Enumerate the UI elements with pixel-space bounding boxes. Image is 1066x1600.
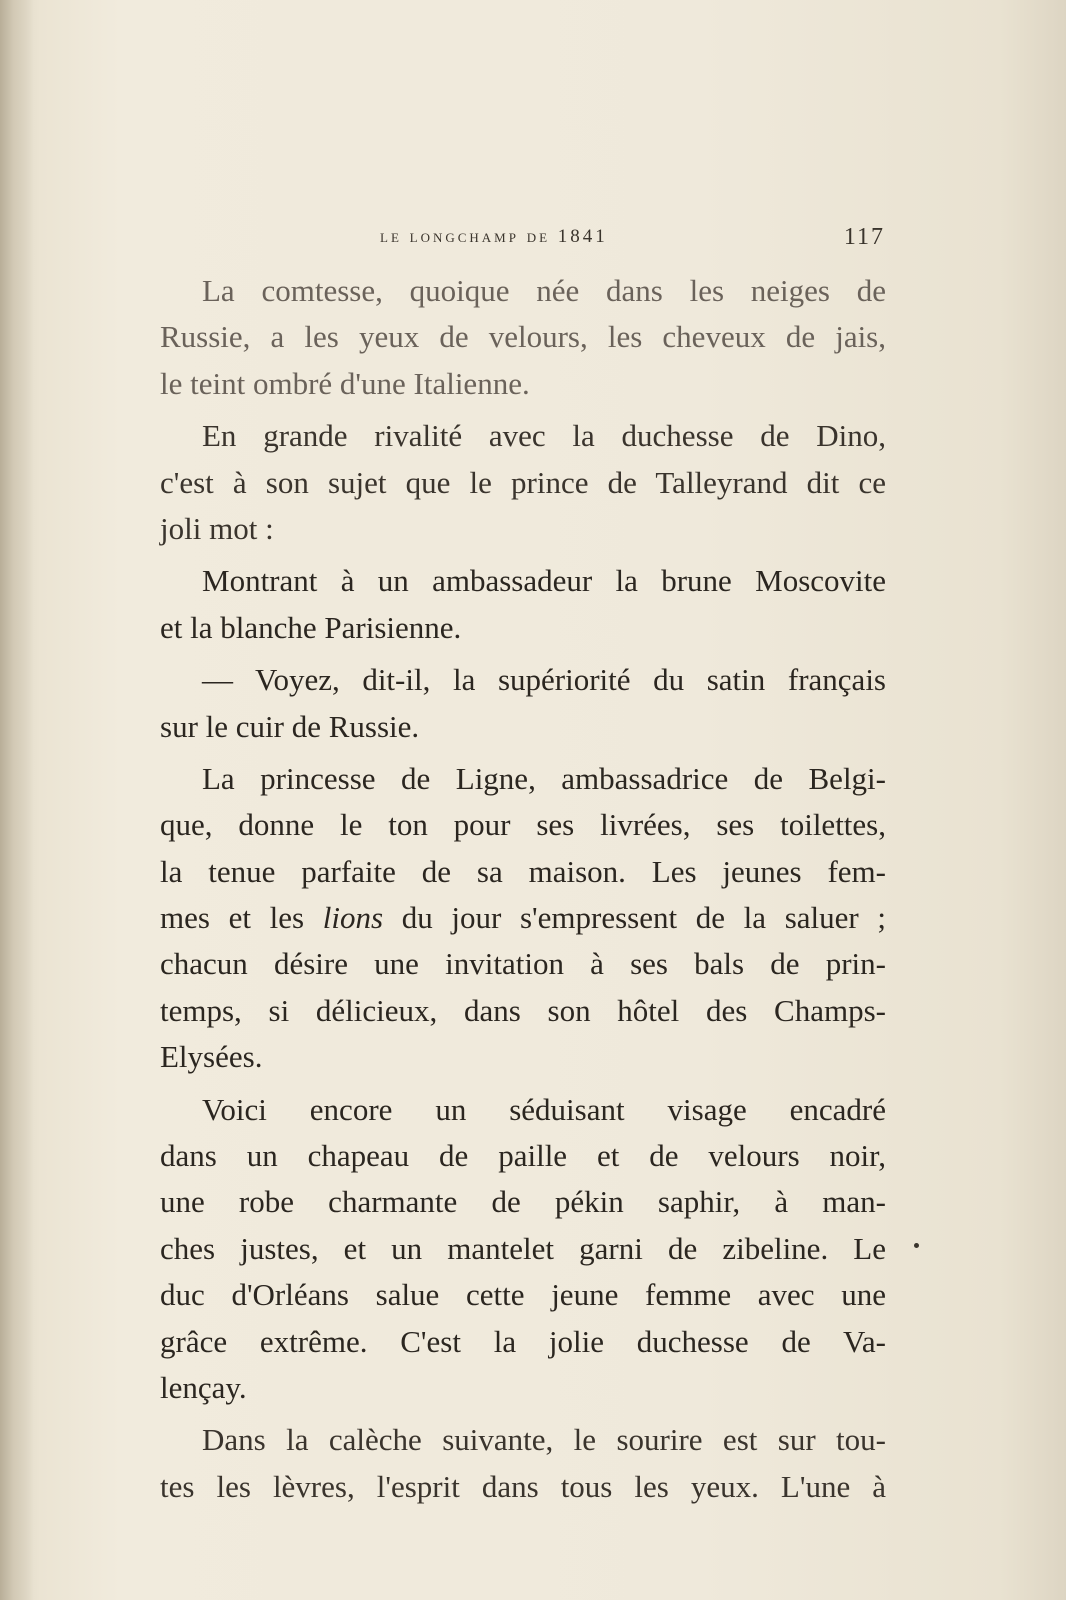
text-fragment: du jour s'empressent de la saluer ; — [383, 900, 886, 936]
text-line: c'est à son sujet que le prince de Talleyrand dit ce — [160, 464, 886, 500]
running-title: le longchamp de 1841 — [380, 226, 608, 247]
text-line: Russie, a les yeux de velours, les cheveux de jais, — [160, 319, 886, 355]
text-line: dans un chapeau de paille et de velours noir, — [160, 1138, 886, 1174]
text-line: Elysées. — [160, 1039, 263, 1075]
text-line: Dans la calèche suivante, le sourire est sur tou- — [202, 1422, 886, 1458]
text-line: temps, si délicieux, dans son hôtel des Champs- — [160, 992, 886, 1028]
text-line: grâce extrême. C'est la jolie duchesse de Va- — [160, 1323, 886, 1359]
text-line: En grande rivalité avec la duchesse de Dino, — [202, 418, 886, 454]
ink-speck — [914, 1243, 919, 1248]
page-header — [380, 226, 885, 256]
text-line: Montrant à un ambassadeur la brune Moscovite — [202, 563, 886, 599]
text-line: La comtesse, quoique née dans les neiges de — [202, 273, 886, 308]
text-line: La princesse de Ligne, ambassadrice de Belgi- — [202, 760, 886, 796]
text-line: lençay. — [160, 1369, 247, 1405]
text-line: que, donne le ton pour ses livrées, ses toilettes, — [160, 807, 886, 843]
text-line: joli mot : — [160, 510, 274, 546]
text-line: sur le cuir de Russie. — [160, 708, 420, 744]
text-line: le teint ombré d'une Italienne. — [160, 365, 530, 401]
text-line: la tenue parfaite de sa maison. Les jeunes fem- — [160, 853, 886, 889]
text-line: une robe charmante de pékin saphir, à man- — [160, 1184, 886, 1220]
text-line: et la blanche Parisienne. — [160, 609, 462, 645]
text-line: chacun désire une invitation à ses bals de prin- — [160, 946, 886, 982]
text-line — [160, 895, 886, 941]
text-line: Voici encore un séduisant visage encadré — [202, 1091, 886, 1127]
text-line: duc d'Orléans salue cette jeune femme avec une — [160, 1277, 886, 1313]
text-line: — Voyez, dit-il, la supériorité du satin français — [202, 662, 886, 698]
italic-word: lions — [322, 900, 384, 936]
body-text — [160, 268, 886, 1510]
text-line: ches justes, et un mantelet garni de zibeline. Le — [160, 1230, 886, 1266]
text-line: tes les lèvres, l'esprit dans tous les yeux. L'une à — [160, 1468, 886, 1504]
page-number: 117 — [843, 224, 885, 250]
text-fragment: mes et les — [160, 900, 323, 936]
